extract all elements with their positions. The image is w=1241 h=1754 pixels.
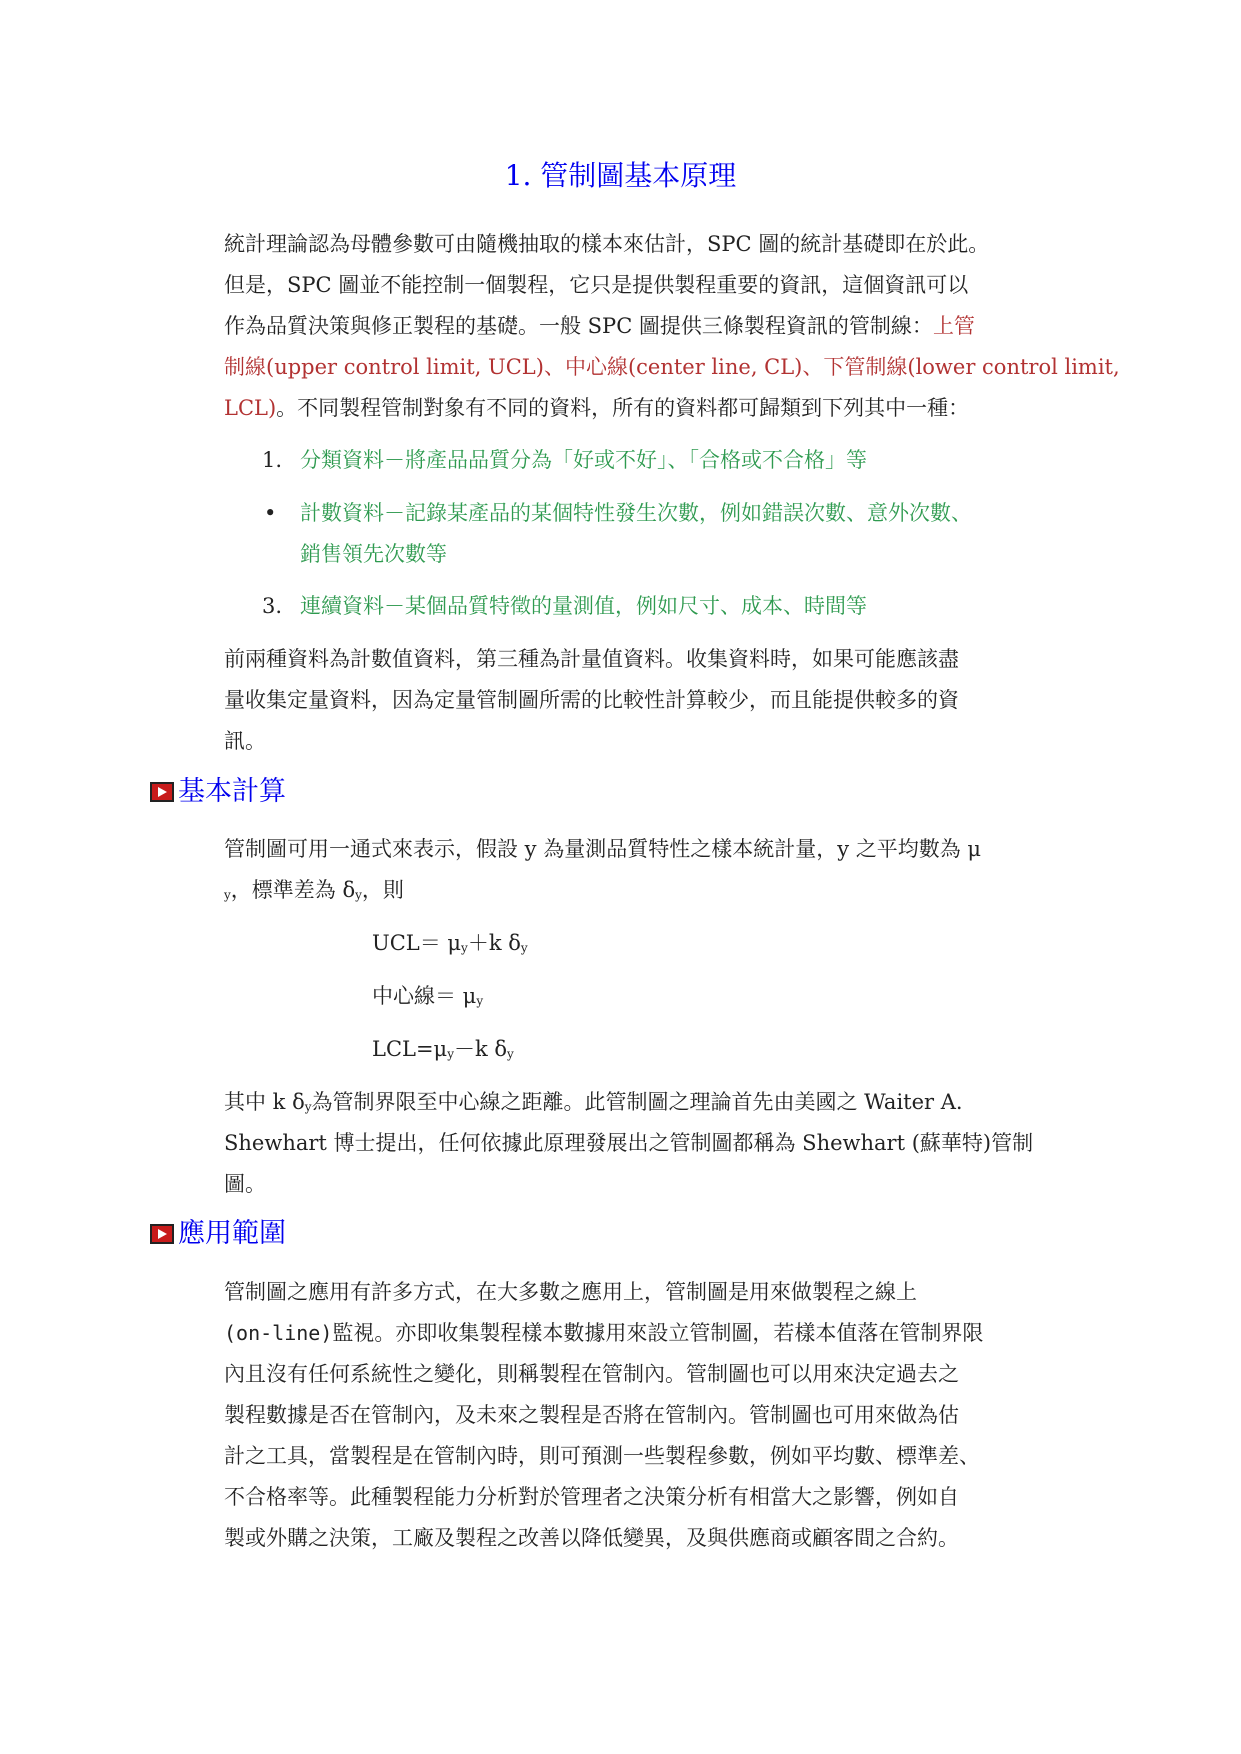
cl-formula: 中心線＝ $\mu_y$ (372, 984, 484, 1008)
intro-line (224, 306, 1124, 347)
lcl-term: LCL) (224, 396, 277, 420)
ucl-formula: $UCL= \mu_y+k$ $\delta_y$ (372, 931, 528, 955)
intro-text: 作為品質決策與修正製程的基礎。一般 SPC 圖提供三條製程資訊的管制線： (224, 314, 933, 338)
list-item-text: 計數資料－記錄某產品的某個特性發生次數，例如錯誤次數、意外次數、 (300, 501, 972, 525)
play-icon (150, 782, 174, 802)
shewhart-line: 圖。 (224, 1172, 266, 1196)
section-heading-application (150, 1216, 286, 1252)
list-item-text: 分類資料－將產品品質分為「好或不好」、「合格或不合格」等 (300, 448, 867, 472)
ucl-term: 上管 (932, 314, 975, 338)
application-line: 內且沒有任何系統性之變化，則稱製程在管制內。管制圖也可以用來決定過去之 (224, 1362, 959, 1386)
shewhart-line: 其中 k $\delta_y$為管制界限至中心線之距離。此管制圖之理論首先由美國之 Waiter A. (224, 1090, 963, 1114)
summary-line: 前兩種資料為計數值資料，第三種為計量值資料。收集資料時，如果可能應該盡 (224, 647, 959, 671)
heading-text: 基本計算 (178, 776, 286, 807)
intro-line (224, 388, 1124, 429)
page-title: 1. 管制圖基本原理 (504, 159, 737, 192)
calc-line: $_y$，標準差為 $\delta_y$，則 (224, 878, 404, 902)
control-lines-terms: 制線(upper control limit, UCL)、中心線(center line, CL)、下管制線(lower control limit, (224, 355, 1120, 379)
intro-line: 但是，SPC 圖並不能控制一個製程，它只是提供製程重要的資訊，這個資訊可以 (224, 273, 969, 297)
application-line: 計之工具，當製程是在管制內時，則可預測一些製程參數，例如平均數、標準差、 (224, 1444, 980, 1468)
application-line: 不合格率等。此種製程能力分析對於管理者之決策分析有相當大之影響，例如自 (224, 1485, 959, 1509)
intro-line: 統計理論認為母體參數可由隨機抽取的樣本來估計，SPC 圖的統計基礎即在於此。 (224, 232, 990, 256)
list-marker: 3. (262, 594, 283, 618)
shewhart-line: Shewhart 博士提出，任何依據此原理發展出之管制圖都稱為 Shewhart (蘇華特)管制 (224, 1131, 1034, 1155)
play-icon (150, 1224, 174, 1244)
intro-text: 。不同製程管制對象有不同的資料，所有的資料都可歸類到下列其中一種： (276, 396, 970, 420)
application-line: 製或外購之決策，工廠及製程之改善以降低變異，及與供應商或顧客間之合約。 (224, 1526, 959, 1550)
list-item (262, 493, 1122, 575)
heading-text: 應用範圍 (178, 1218, 286, 1249)
list-item-text: 連續資料－某個品質特徵的量測值，例如尺寸、成本、時間等 (300, 594, 867, 618)
list-marker: 1. (262, 448, 283, 472)
summary-line: 訊。 (224, 729, 266, 753)
lcl-formula: $LCL=\mu_y-k$ $\delta_y$ (372, 1037, 514, 1061)
application-line: 製程數據是否在管制內，及未來之製程是否將在管制內。管制圖也可用來做為估 (224, 1403, 959, 1427)
section-heading-basic-calc (150, 774, 286, 810)
list-item-text: 銷售領先次數等 (300, 542, 447, 566)
summary-line: 量收集定量資料，因為定量管制圖所需的比較性計算較少，而且能提供較多的資 (224, 688, 959, 712)
application-line: (on-line)監視。亦即收集製程樣本數據用來設立管制圖，若樣本值落在管制界限 (224, 1321, 984, 1345)
calc-line: 管制圖可用一通式來表示，假設 y 為量測品質特性之樣本統計量，y 之平均數為 μ (224, 837, 982, 861)
bullet-icon: • (264, 501, 277, 525)
application-line: 管制圖之應用有許多方式，在大多數之應用上，管制圖是用來做製程之線上 (224, 1280, 917, 1304)
